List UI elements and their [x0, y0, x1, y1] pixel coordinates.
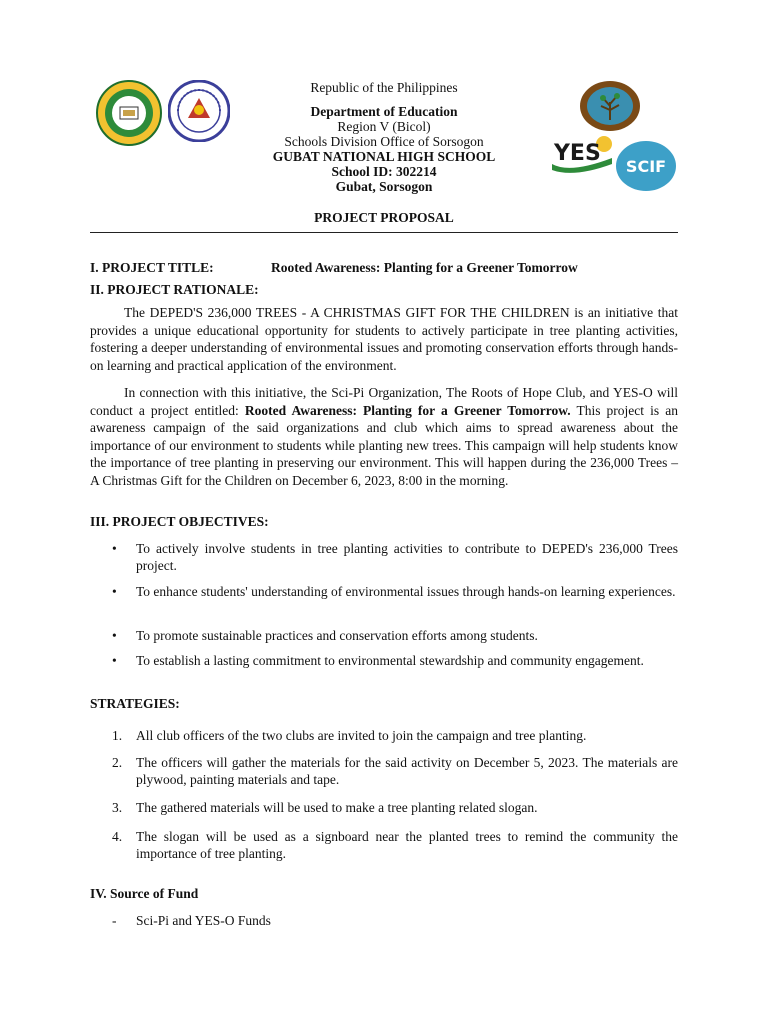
fund-item: Sci-Pi and YES-O Funds: [136, 913, 271, 928]
strategy-number: 4.: [112, 829, 123, 844]
objectives-label: III. PROJECT OBJECTIVES:: [90, 514, 269, 529]
rationale-p2-text-a: In connection with this initiative, the Sci-Pi Organization, The Roots of Hope Club, and YES-O will conduct a project entitled:: [90, 385, 678, 418]
header-department: Department of Education: [310, 104, 458, 119]
svg-text:SCIF: SCIF: [625, 157, 667, 176]
strategies-label: STRATEGIES:: [90, 696, 180, 711]
rationale-label: II. PROJECT RATIONALE:: [90, 282, 259, 297]
strategy-item: The gathered materials will be used to make a tree planting related slogan.: [136, 800, 538, 815]
objective-item: To promote sustainable practices and conservation efforts among students.: [136, 628, 538, 643]
rationale-p1-text: The DEPED'S 236,000 TREES - A CHRISTMAS GIFT FOR THE CHILDREN is an initiative that provides a unique educational opportunity for students to actively participate in tree planting activities, fostering a deeper understanding of environmental issues and promoting conservation efforts through hands-on learning and practical application of the environment.: [90, 305, 678, 373]
header-division: Schools Division Office of Sorsogon: [284, 134, 484, 149]
header-region: Region V (Bicol): [337, 119, 431, 134]
header-school-id: School ID: 302214: [331, 164, 437, 179]
svg-text:YES: YES: [554, 141, 601, 166]
strategy-item: All club officers of the two clubs are invited to join the campaign and tree planting.: [136, 728, 587, 743]
rationale-p2-project-name: Rooted Awareness: Planting for a Greener Tomorrow.: [244, 402, 571, 418]
scif-logo: [615, 140, 677, 192]
project-title-label: I. PROJECT TITLE:: [90, 260, 214, 275]
fund-dash-marker: -: [112, 913, 117, 928]
scif-icon: [615, 140, 677, 192]
source-of-fund-label: IV. Source of Fund: [90, 886, 199, 901]
objective-item: To establish a lasting commitment to environmental stewardship and community engagement.: [136, 653, 644, 668]
header-republic: Republic of the Philippines: [310, 80, 458, 95]
document-title: PROJECT PROPOSAL: [314, 210, 454, 225]
bullet-marker: •: [112, 653, 117, 668]
strategy-item: The slogan will be used as a signboard near the planted trees to remind the community the importance of tree planting.: [136, 829, 678, 861]
header-school-name: GUBAT NATIONAL HIGH SCHOOL: [272, 149, 496, 164]
header-divider: [90, 232, 678, 233]
bullet-marker: •: [112, 541, 117, 556]
rationale-paragraph-2: [90, 384, 678, 489]
bullet-marker: •: [112, 584, 117, 599]
rationale-paragraph-1: [90, 304, 678, 374]
strategy-number: 1.: [112, 728, 123, 743]
bullet-marker: •: [112, 628, 117, 643]
objective-item: To enhance students' understanding of environmental issues through hands-on learning experiences.: [136, 584, 676, 599]
strategy-item: The officers will gather the materials for the said activity on December 5, 2023. The materials are plywood, painting materials and tape.: [136, 755, 678, 787]
rationale-p2-text-b: This project is an awareness campaign of the said organizations and club which aims to spread awareness about the importance of our environment to students while planting new trees. This campaign will help students know the importance of tree planting in preserving our environment. This will happen during the 236,000 Trees – A Christmas Gift for the Children on December 6, 2023, 8:00 in the morning.: [90, 402, 678, 488]
header-location: Gubat, Sorsogon: [335, 179, 433, 194]
strategy-number: 3.: [112, 800, 123, 815]
strategy-number: 2.: [112, 755, 123, 770]
objective-item: To actively involve students in tree planting activities to contribute to DEPED's 236,000 Trees project.: [136, 541, 678, 573]
project-title: Rooted Awareness: Planting for a Greener Tomorrow: [271, 260, 578, 275]
